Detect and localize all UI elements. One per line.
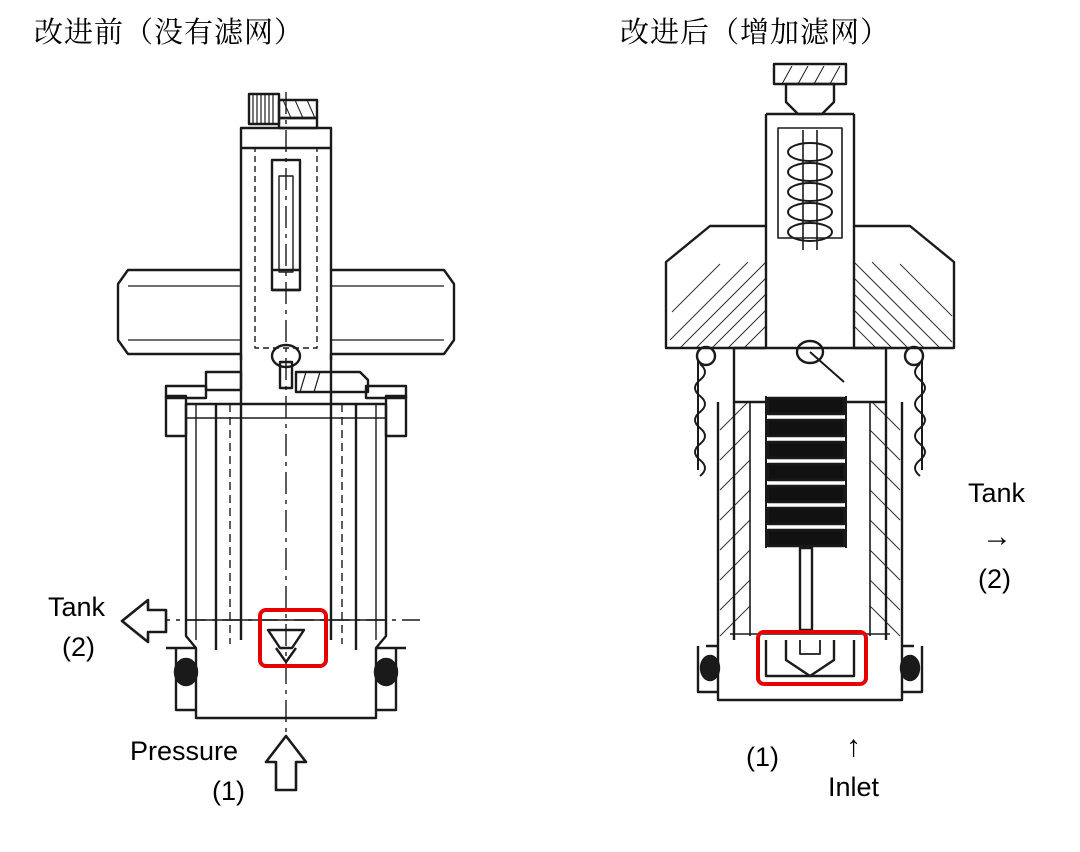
label-tank-after: Tank xyxy=(968,478,1026,508)
panel-after-title: 改进后（增加滤网） xyxy=(620,15,891,49)
label-tank-before: Tank xyxy=(48,592,106,622)
arrow-right-icon: → xyxy=(982,520,1012,553)
highlight-box-before xyxy=(260,610,326,666)
label-pressure-port-before: (1) xyxy=(212,776,245,806)
panel-before-title: 改进前（没有滤网） xyxy=(34,15,305,49)
arrow-up-icon: ↑ xyxy=(846,730,861,763)
hollow-arrow-up-icon xyxy=(266,736,306,790)
label-tank-port-before: (2) xyxy=(62,632,95,662)
label-inlet-port-after: (1) xyxy=(746,742,779,772)
label-pressure-before: Pressure xyxy=(130,736,239,766)
valve-section-after-drawing xyxy=(560,0,1080,852)
hollow-arrow-left-icon xyxy=(122,600,166,642)
label-tank-port-after: (2) xyxy=(978,564,1011,594)
panel-after xyxy=(560,0,1080,852)
label-inlet-after: Inlet xyxy=(828,772,880,802)
